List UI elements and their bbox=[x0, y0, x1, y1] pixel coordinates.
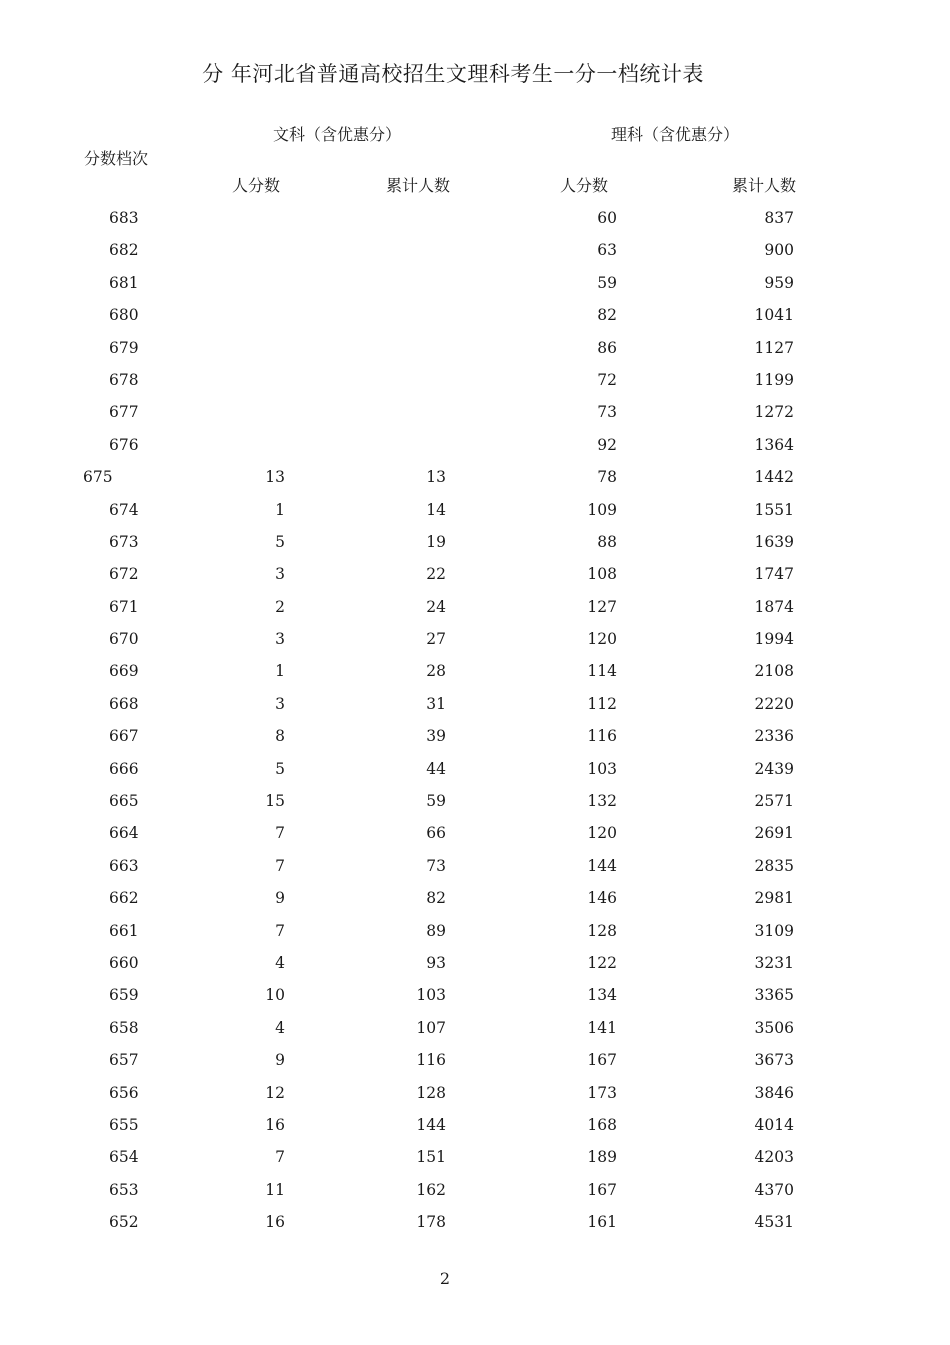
like-count-cell: 112 bbox=[587, 694, 617, 713]
score-cell: 665 bbox=[109, 792, 139, 811]
wenke-cumulative-cell: 82 bbox=[426, 889, 446, 908]
table-row bbox=[0, 850, 950, 882]
like-count-cell: 114 bbox=[587, 662, 617, 681]
wenke-cumulative-cell: 13 bbox=[426, 468, 446, 487]
wenke-cumulative-cell: 151 bbox=[416, 1148, 446, 1167]
wenke-cumulative-cell: 73 bbox=[426, 856, 446, 875]
like-count-cell: 109 bbox=[587, 500, 617, 519]
score-cell: 675 bbox=[83, 468, 113, 487]
like-cumulative-cell: 1442 bbox=[754, 468, 794, 487]
score-cell: 654 bbox=[109, 1148, 139, 1167]
like-cumulative-cell: 2108 bbox=[754, 662, 794, 681]
like-count-cell: 108 bbox=[587, 565, 617, 584]
wenke-cumulative-cell: 27 bbox=[426, 630, 446, 649]
wenke-count-cell: 4 bbox=[275, 1018, 285, 1037]
like-cumulative-cell: 4014 bbox=[754, 1115, 794, 1134]
like-count-cell: 73 bbox=[597, 403, 617, 422]
score-cell: 681 bbox=[109, 273, 139, 292]
table-row bbox=[0, 299, 950, 331]
like-cumulative-cell: 1551 bbox=[754, 500, 794, 519]
wenke-count-cell: 7 bbox=[275, 1148, 285, 1167]
like-count-cell: 72 bbox=[597, 370, 617, 389]
like-cumulative-cell: 3506 bbox=[754, 1018, 794, 1037]
table-row bbox=[0, 461, 950, 493]
wenke-count-cell: 3 bbox=[275, 694, 285, 713]
score-cell: 680 bbox=[109, 306, 139, 325]
like-count-cell: 134 bbox=[587, 986, 617, 1005]
table-row bbox=[0, 1077, 950, 1109]
like-cumulative-cell: 3673 bbox=[754, 1051, 794, 1070]
score-cell: 670 bbox=[109, 630, 139, 649]
like-cumulative-cell: 2835 bbox=[754, 856, 794, 875]
score-cell: 679 bbox=[109, 338, 139, 357]
wenke-cumulative-cell: 14 bbox=[426, 500, 446, 519]
table-row bbox=[0, 1141, 950, 1173]
wenke-cumulative-cell: 107 bbox=[416, 1018, 446, 1037]
wenke-count-cell: 3 bbox=[275, 630, 285, 649]
score-cell: 668 bbox=[109, 694, 139, 713]
table-row bbox=[0, 655, 950, 687]
table-row bbox=[0, 591, 950, 623]
table-row bbox=[0, 494, 950, 526]
score-cell: 669 bbox=[109, 662, 139, 681]
like-count-cell: 189 bbox=[587, 1148, 617, 1167]
table-row bbox=[0, 688, 950, 720]
like-count-cell: 92 bbox=[597, 435, 617, 454]
wenke-count-cell: 7 bbox=[275, 856, 285, 875]
score-cell: 653 bbox=[109, 1180, 139, 1199]
like-cumulative-cell: 837 bbox=[764, 209, 794, 227]
table-row bbox=[0, 234, 950, 266]
like-cumulative-cell: 3365 bbox=[754, 986, 794, 1005]
wenke-count-cell: 2 bbox=[275, 597, 285, 616]
table-row bbox=[0, 396, 950, 428]
wenke-cumulative-cell: 19 bbox=[426, 532, 446, 551]
like-count-cell: 120 bbox=[587, 824, 617, 843]
like-count-cell: 146 bbox=[587, 889, 617, 908]
like-cumulative-cell: 2981 bbox=[754, 889, 794, 908]
score-cell: 658 bbox=[109, 1018, 139, 1037]
like-cumulative-cell: 2220 bbox=[754, 694, 794, 713]
like-count-cell: 127 bbox=[587, 597, 617, 616]
like-cumulative-cell: 900 bbox=[764, 241, 794, 260]
score-cell: 660 bbox=[109, 953, 139, 972]
wenke-count-cell: 9 bbox=[275, 889, 285, 908]
like-count-cell: 122 bbox=[587, 953, 617, 972]
like-cumulative-cell: 1041 bbox=[754, 306, 794, 325]
score-cell: 655 bbox=[109, 1115, 139, 1134]
like-count-cell: 167 bbox=[587, 1051, 617, 1070]
table-row bbox=[0, 785, 950, 817]
score-cell: 674 bbox=[109, 500, 139, 519]
wenke-cumulative-cell: 28 bbox=[426, 662, 446, 681]
like-cumulative-cell: 1994 bbox=[754, 630, 794, 649]
wenke-count-cell: 1 bbox=[275, 662, 285, 681]
score-cell: 676 bbox=[109, 435, 139, 454]
wenke-count-cell: 4 bbox=[275, 953, 285, 972]
table-row bbox=[0, 753, 950, 785]
like-cumulative-cell: 3846 bbox=[754, 1083, 794, 1102]
table-row bbox=[0, 202, 950, 234]
wenke-cumulative-cell: 39 bbox=[426, 727, 446, 746]
wenke-count-cell: 16 bbox=[265, 1213, 285, 1232]
like-cumulative-cell: 1747 bbox=[754, 565, 794, 584]
like-count-cell: 120 bbox=[587, 630, 617, 649]
score-table-body bbox=[0, 202, 950, 1239]
wenke-cumulative-cell: 93 bbox=[426, 953, 446, 972]
page-title: 分 年河北省普通高校招生文理科考生一分一档统计表 bbox=[202, 62, 704, 86]
table-row bbox=[0, 720, 950, 752]
like-count-cell: 60 bbox=[597, 209, 617, 227]
score-cell: 659 bbox=[109, 986, 139, 1005]
table-row bbox=[0, 1174, 950, 1206]
table-row bbox=[0, 947, 950, 979]
like-count-cell: 82 bbox=[597, 306, 617, 325]
like-cumulative-cell: 1272 bbox=[754, 403, 794, 422]
group-header-wenke: 文科（含优惠分） bbox=[273, 125, 402, 144]
wenke-cumulative-cell: 116 bbox=[416, 1051, 446, 1070]
wenke-cumulative-cell: 22 bbox=[426, 565, 446, 584]
like-cumulative-cell: 2439 bbox=[754, 759, 794, 778]
table-row bbox=[0, 526, 950, 558]
page-number: 2 bbox=[439, 1269, 451, 1288]
score-cell: 666 bbox=[109, 759, 139, 778]
like-count-cell: 116 bbox=[587, 727, 617, 746]
table-row bbox=[0, 1109, 950, 1141]
like-count-cell: 88 bbox=[597, 532, 617, 551]
wenke-cumulative-cell: 66 bbox=[426, 824, 446, 843]
like-cumulative-cell: 3231 bbox=[754, 953, 794, 972]
table-row bbox=[0, 817, 950, 849]
column-header-wenke-count: 人分数 bbox=[232, 176, 281, 195]
wenke-count-cell: 7 bbox=[275, 824, 285, 843]
wenke-count-cell: 9 bbox=[275, 1051, 285, 1070]
like-count-cell: 128 bbox=[587, 921, 617, 940]
wenke-count-cell: 16 bbox=[265, 1115, 285, 1134]
wenke-count-cell: 13 bbox=[265, 468, 285, 487]
wenke-cumulative-cell: 128 bbox=[416, 1083, 446, 1102]
like-count-cell: 173 bbox=[587, 1083, 617, 1102]
wenke-count-cell: 5 bbox=[275, 759, 285, 778]
score-cell: 652 bbox=[109, 1213, 139, 1232]
score-cell: 682 bbox=[109, 241, 139, 260]
wenke-count-cell: 3 bbox=[275, 565, 285, 584]
like-cumulative-cell: 4203 bbox=[754, 1148, 794, 1167]
table-row bbox=[0, 332, 950, 364]
like-cumulative-cell: 1199 bbox=[754, 370, 794, 389]
like-cumulative-cell: 959 bbox=[764, 273, 794, 292]
like-count-cell: 132 bbox=[587, 792, 617, 811]
score-cell: 671 bbox=[109, 597, 139, 616]
like-cumulative-cell: 1639 bbox=[754, 532, 794, 551]
wenke-cumulative-cell: 31 bbox=[426, 694, 446, 713]
table-row bbox=[0, 364, 950, 396]
table-row bbox=[0, 882, 950, 914]
like-cumulative-cell: 4370 bbox=[754, 1180, 794, 1199]
like-count-cell: 141 bbox=[587, 1018, 617, 1037]
score-cell: 677 bbox=[109, 403, 139, 422]
like-cumulative-cell: 2336 bbox=[754, 727, 794, 746]
wenke-cumulative-cell: 144 bbox=[416, 1115, 446, 1134]
wenke-count-cell: 5 bbox=[275, 532, 285, 551]
like-cumulative-cell: 1874 bbox=[754, 597, 794, 616]
like-cumulative-cell: 4531 bbox=[754, 1213, 794, 1232]
like-count-cell: 78 bbox=[597, 468, 617, 487]
like-cumulative-cell: 1127 bbox=[754, 338, 794, 357]
wenke-count-cell: 7 bbox=[275, 921, 285, 940]
score-cell: 678 bbox=[109, 370, 139, 389]
like-cumulative-cell: 3109 bbox=[754, 921, 794, 940]
like-count-cell: 161 bbox=[587, 1213, 617, 1232]
wenke-cumulative-cell: 89 bbox=[426, 921, 446, 940]
wenke-cumulative-cell: 178 bbox=[416, 1213, 446, 1232]
wenke-count-cell: 12 bbox=[265, 1083, 285, 1102]
table-row bbox=[0, 979, 950, 1011]
score-cell: 673 bbox=[109, 532, 139, 551]
score-cell: 667 bbox=[109, 727, 139, 746]
wenke-count-cell: 8 bbox=[275, 727, 285, 746]
like-cumulative-cell: 1364 bbox=[754, 435, 794, 454]
column-header-like-count: 人分数 bbox=[560, 176, 609, 195]
table-row bbox=[0, 1044, 950, 1076]
wenke-cumulative-cell: 44 bbox=[426, 759, 446, 778]
score-cell: 661 bbox=[109, 921, 139, 940]
score-cell: 657 bbox=[109, 1051, 139, 1070]
wenke-count-cell: 1 bbox=[275, 500, 285, 519]
score-cell: 656 bbox=[109, 1083, 139, 1102]
like-count-cell: 144 bbox=[587, 856, 617, 875]
wenke-cumulative-cell: 59 bbox=[426, 792, 446, 811]
like-count-cell: 63 bbox=[597, 241, 617, 260]
column-header-like-cumulative: 累计人数 bbox=[732, 176, 797, 195]
table-row bbox=[0, 267, 950, 299]
score-cell: 662 bbox=[109, 889, 139, 908]
column-header-score: 分数档次 bbox=[84, 149, 149, 168]
like-cumulative-cell: 2571 bbox=[754, 792, 794, 811]
score-cell: 683 bbox=[109, 209, 139, 227]
like-cumulative-cell: 2691 bbox=[754, 824, 794, 843]
table-row bbox=[0, 558, 950, 590]
table-row bbox=[0, 915, 950, 947]
like-count-cell: 59 bbox=[597, 273, 617, 292]
wenke-cumulative-cell: 24 bbox=[426, 597, 446, 616]
table-row bbox=[0, 1012, 950, 1044]
wenke-cumulative-cell: 103 bbox=[416, 986, 446, 1005]
wenke-cumulative-cell: 162 bbox=[416, 1180, 446, 1199]
score-cell: 664 bbox=[109, 824, 139, 843]
table-row bbox=[0, 1206, 950, 1238]
wenke-count-cell: 15 bbox=[265, 792, 285, 811]
column-header-wenke-cumulative: 累计人数 bbox=[386, 176, 451, 195]
table-row bbox=[0, 623, 950, 655]
like-count-cell: 86 bbox=[597, 338, 617, 357]
like-count-cell: 168 bbox=[587, 1115, 617, 1134]
score-cell: 663 bbox=[109, 856, 139, 875]
like-count-cell: 103 bbox=[587, 759, 617, 778]
like-count-cell: 167 bbox=[587, 1180, 617, 1199]
wenke-count-cell: 11 bbox=[265, 1180, 285, 1199]
wenke-count-cell: 10 bbox=[265, 986, 285, 1005]
score-cell: 672 bbox=[109, 565, 139, 584]
group-header-like: 理科（含优惠分） bbox=[611, 125, 740, 144]
table-row bbox=[0, 429, 950, 461]
